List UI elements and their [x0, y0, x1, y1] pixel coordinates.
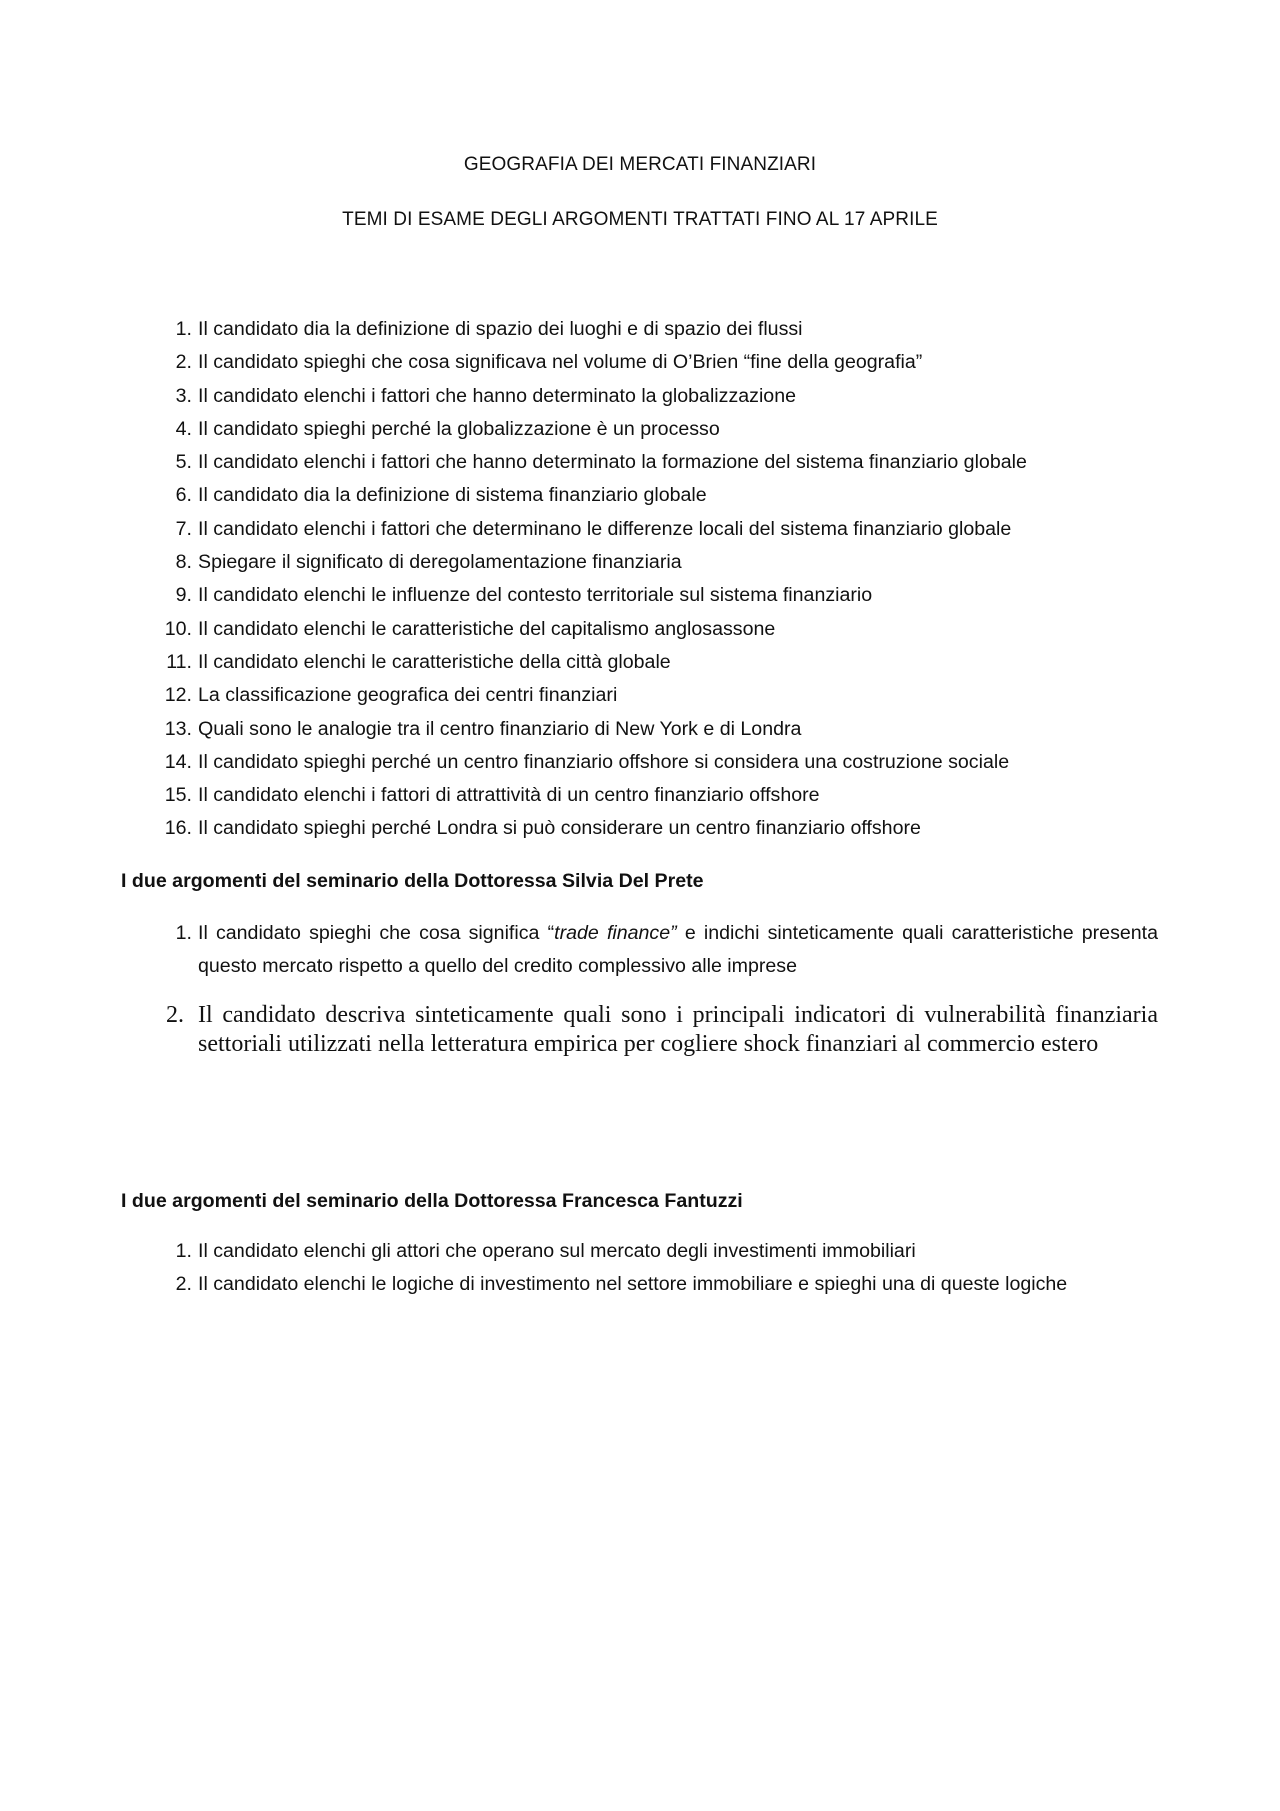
item-text: Il candidato dia la definizione di sistema finanziario globale: [198, 484, 707, 507]
list-item: [158, 346, 1158, 379]
item-number: 6.: [175, 484, 192, 507]
list-item: [158, 713, 1158, 746]
list-item: [158, 917, 1158, 983]
seminar-heading-del-prete: I due argomenti del seminario della Dottoressa Silvia Del Prete: [121, 870, 704, 892]
item-text-end: e indichi sinteticamente quali caratteristiche presenta questo mercato rispetto a quello del credito complessivo alle imprese: [198, 922, 1159, 977]
item-number: 1.: [175, 922, 192, 944]
item-text: Il candidato elenchi gli attori che operano sul mercato degli investimenti immobiliari: [198, 1240, 916, 1262]
item-number: 10.: [164, 617, 192, 640]
item-text: Il candidato spieghi che cosa significava nel volume di O’Brien “fine della geografia”: [198, 351, 923, 374]
item-text: Il candidato elenchi le caratteristiche del capitalismo anglosassone: [198, 617, 776, 640]
item-number: 8.: [175, 551, 192, 574]
seminar-heading-fantuzzi: I due argomenti del seminario della Dottoressa Francesca Fantuzzi: [121, 1190, 743, 1212]
list-item: [158, 779, 1158, 812]
list-item: [158, 1268, 1158, 1301]
item-number: 7.: [175, 517, 192, 540]
item-text: Il candidato dia la definizione di spazio dei luoghi e di spazio dei flussi: [198, 318, 803, 340]
item-number: 9.: [175, 584, 192, 607]
item-text: Spiegare il significato di deregolamentazione finanziaria: [198, 551, 682, 574]
list-item: [158, 613, 1158, 646]
item-number: 1.: [175, 1240, 192, 1262]
list-item: [158, 646, 1158, 679]
item-text-italic: trade finance”: [554, 922, 677, 944]
exam-topics-list: [158, 313, 1158, 846]
list-item: [158, 446, 1158, 479]
item-text: Il candidato elenchi i fattori che hanno determinato la globalizzazione: [198, 384, 796, 407]
item-text: Il candidato elenchi le caratteristiche della città globale: [198, 650, 671, 673]
document-subtitle: TEMI DI ESAME DEGLI ARGOMENTI TRATTATI FINO AL 17 APRILE: [342, 209, 938, 230]
item-number: 14.: [164, 750, 192, 773]
item-number: 16.: [164, 817, 192, 840]
list-item: [158, 546, 1158, 579]
item-number: 12.: [164, 684, 192, 707]
item-text: [198, 917, 1158, 983]
item-number: 5.: [175, 451, 192, 474]
item-number: 15.: [164, 784, 192, 807]
document-title: GEOGRAFIA DEI MERCATI FINANZIARI: [463, 154, 817, 175]
list-item: [158, 380, 1158, 413]
item-number: 11.: [166, 650, 192, 673]
list-item: [158, 679, 1158, 712]
item-text: Quali sono le analogie tra il centro finanziario di New York e di Londra: [198, 717, 802, 740]
item-text: Il candidato spieghi perché un centro finanziario offshore si considera una costruzione sociale: [198, 750, 1010, 773]
seminar-del-prete-list: [158, 917, 1158, 1059]
item-number: 2.: [166, 1002, 184, 1028]
item-text: Il candidato descriva sinteticamente quali sono i principali indicatori di vulnerabilità finanziaria settoriali utilizzati nella letteratura empirica per cogliere shock finanziari al commercio estero: [198, 1002, 1158, 1057]
list-item: [158, 313, 1158, 346]
item-number: 1.: [175, 318, 192, 340]
seminar-fantuzzi-list: [158, 1235, 1158, 1302]
list-item: [158, 746, 1158, 779]
item-number: 2.: [175, 351, 192, 374]
list-item: [158, 413, 1158, 446]
item-number: 13.: [164, 717, 192, 740]
item-number: 4.: [175, 417, 192, 440]
item-text: Il candidato elenchi le influenze del contesto territoriale sul sistema finanziario: [198, 584, 873, 607]
list-item: [158, 1001, 1158, 1059]
item-text-start: Il candidato spieghi che cosa significa “: [198, 922, 555, 944]
list-item: [158, 479, 1158, 512]
item-text: Il candidato elenchi i fattori che hanno determinato la formazione del sistema finanziario globale: [198, 451, 1027, 474]
list-item: [158, 513, 1158, 546]
item-text: Il candidato spieghi perché Londra si può considerare un centro finanziario offshore: [198, 817, 921, 840]
item-text: Il candidato elenchi i fattori di attrattività di un centro finanziario offshore: [198, 784, 820, 807]
item-text: Il candidato elenchi i fattori che determinano le differenze locali del sistema finanziario globale: [198, 517, 1012, 540]
item-text: La classificazione geografica dei centri finanziari: [198, 684, 618, 707]
item-text: Il candidato elenchi le logiche di investimento nel settore immobiliare e spieghi una di queste logiche: [198, 1273, 1068, 1296]
list-item: [158, 579, 1158, 612]
list-item: [158, 1235, 1158, 1268]
item-text: Il candidato spieghi perché la globalizzazione è un processo: [198, 417, 720, 440]
item-number: 2.: [175, 1273, 192, 1296]
list-item: [158, 812, 1158, 845]
item-number: 3.: [175, 384, 192, 407]
